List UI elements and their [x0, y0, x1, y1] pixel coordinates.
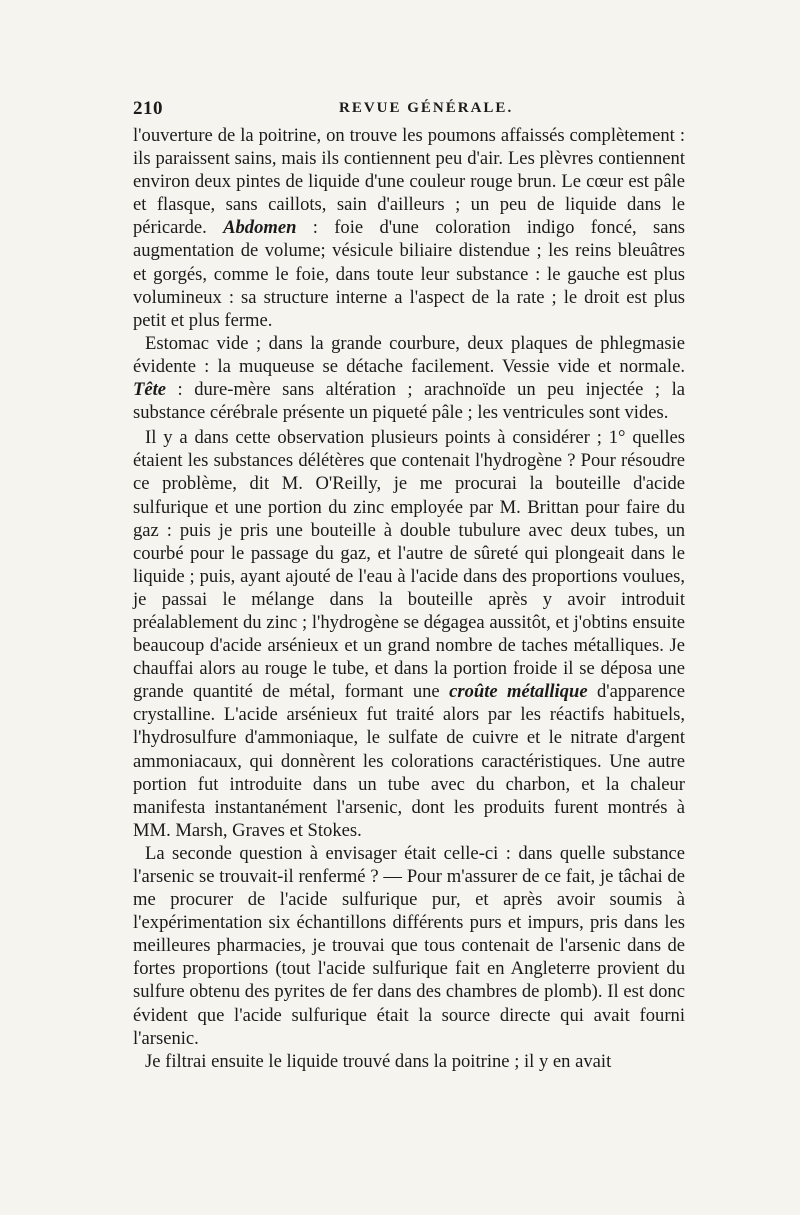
italic-term: croûte métallique [449, 681, 588, 703]
text-run: Estomac vide ; dans la grande courbure, deux plaques de phlegmasie évidente : la muqueuse se détache facilement. Vessie vide et normale. [133, 332, 685, 377]
text-run: : dure-mère sans altération ; arachnoïde un peu injectée ; la substance cérébrale présente un piqueté pâle ; les ventricules sont vides. [133, 379, 685, 424]
italic-term: Abdomen [223, 217, 297, 239]
text-run: : foie d'une coloration indigo foncé, sans augmentation de volume; vésicule biliaire distendue ; les reins bleuâtres et gorgés, comme le foie, dans toute leur substance : le gauche est plus volumineux : sa structure interne a l'aspect de la rate ; le droit est plus petit et plus ferme. [133, 217, 685, 331]
body-text [133, 124, 685, 1073]
paragraph [133, 332, 685, 424]
running-title: REVUE GÉNÉRALE. [339, 100, 514, 116]
paragraph [133, 426, 685, 842]
paragraph [133, 124, 685, 332]
page-number: 210 [133, 98, 163, 119]
text-run: Il y a dans cette observation plusieurs points à considérer ; 1° quelles étaient les substances délétères que contenait l'hydrogène ? Pour résoudre ce problème, dit M. O'Reilly, je me procurai la bouteille d'acide sulfurique et une portion du zinc employée par M. Brittan pour faire du gaz : puis je pris une bouteille à double tubulure avec deux tubes, un courbé pour le passage du gaz, et l'autre de sûreté qui plongeait dans le liquide ; puis, ayant ajouté de l'eau à l'acide dans des proportions voulues, je passai le mélange dans la bouteille après y avoir introduit préalablement du zinc ; l'hydrogène se dégagea aussitôt, et j'obtins ensuite beaucoup d'acide arsénieux et un grand nombre de taches métalliques. Je chauffai alors au rouge le tube, et dans la portion froide il se déposa une grande quantité de métal, formant une [133, 427, 685, 703]
text-run: Je filtrai ensuite le liquide trouvé dans la poitrine ; il y en avait [145, 1050, 612, 1072]
text-run: La seconde question à envisager était celle-ci : dans quelle substance l'arsenic se trouvait-il renfermé ? — Pour m'assurer de ce fait, je tâchai de me procurer de l'acide sulfurique pur, et après avoir soumis à l'expérimentation six échantillons différents purs et impurs, pris dans les meilleures pharmacies, je trouvai que tous contenait de l'arsenic dans de fortes proportions (tout l'acide sulfurique fait en Angleterre provient du sulfure obtenu des pyrites de fer dans des chambres de plomb). Il est donc évident que l'acide sulfurique était la source directe qui avait fourni l'arsenic. [133, 842, 685, 1049]
page-header [133, 98, 688, 120]
text-run: d'apparence crystalline. L'acide arsénieux fut traité alors par les réactifs habituels, l'hydrosulfure d'ammoniaque, le sulfate de cuivre et le nitrate d'argent ammoniacaux, qui donnèrent les colorations caractéristiques. Une autre portion fut introduite dans un tube avec du charbon, et la chaleur manifesta instantanément l'arsenic, dont les produits furent montrés à MM. Marsh, Graves et Stokes. [133, 681, 685, 841]
text-run: l'ouverture de la poitrine, on trouve les poumons affaissés complètement : ils paraissent sains, mais ils contiennent peu d'air. Les plèvres contiennent environ deux pintes de liquide d'une couleur rouge brun. Le cœur est pâle et flasque, sans caillots, sain d'ailleurs ; un peu de liquide dans le péricarde. [133, 125, 685, 239]
paragraph [133, 842, 685, 1050]
italic-term: Tête [133, 379, 167, 401]
paragraph [133, 1050, 685, 1073]
